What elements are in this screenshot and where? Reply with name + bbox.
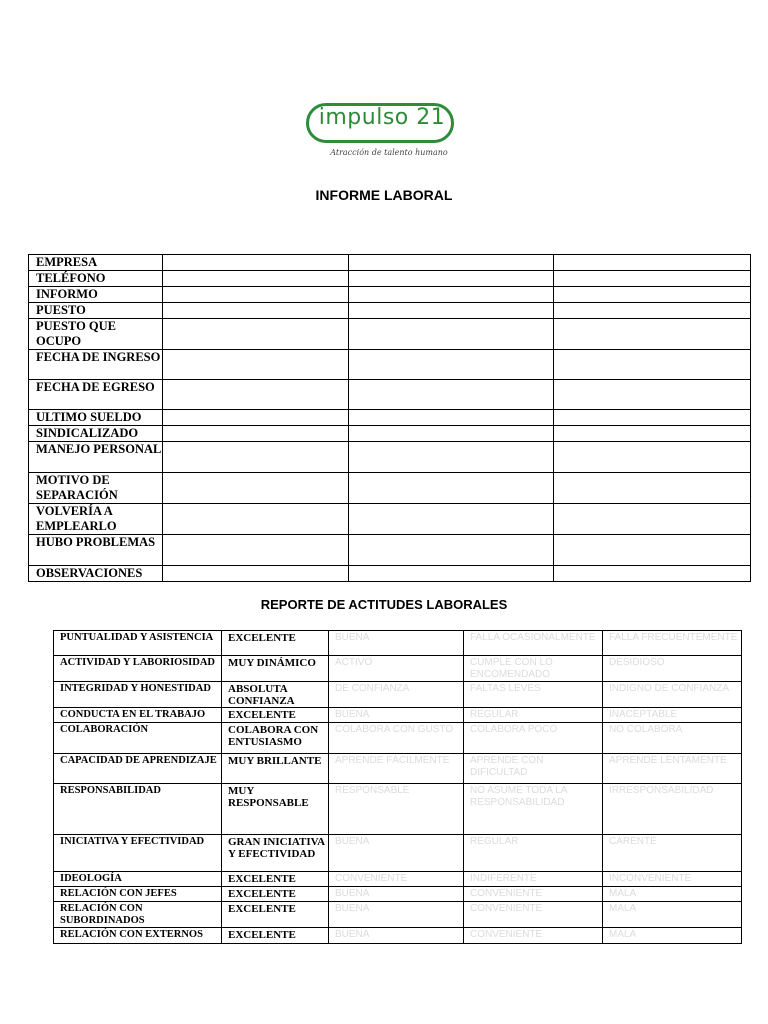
attitude-label: CAPACIDAD DE APRENDIZAJE [54, 754, 222, 784]
info-cell[interactable] [554, 473, 751, 504]
attitude-option[interactable]: EXCELENTE [222, 631, 329, 656]
info-row [29, 271, 751, 287]
attitude-label: IDEOLOGÍA [54, 872, 222, 887]
info-label: INFORMO [29, 287, 163, 303]
attitude-label: RELACIÓN CON EXTERNOS [54, 928, 222, 944]
info-cell[interactable] [554, 566, 751, 582]
attitude-row [54, 631, 742, 656]
attitude-option[interactable]: CONVENIENTE [464, 928, 603, 944]
info-cell[interactable] [349, 350, 554, 380]
attitude-label: RESPONSABILIDAD [54, 784, 222, 835]
attitude-row [54, 784, 742, 835]
info-cell[interactable] [163, 410, 349, 426]
attitude-option[interactable]: COLABORA CON ENTUSIASMO [222, 723, 329, 754]
info-cell[interactable] [349, 426, 554, 442]
info-cell[interactable] [554, 303, 751, 319]
attitude-row [54, 682, 742, 708]
attitude-option[interactable]: REGULAR [464, 835, 603, 872]
info-row [29, 350, 751, 380]
page-title: INFORME LABORAL [315, 187, 453, 203]
attitude-option[interactable]: MUY DINÁMICO [222, 656, 329, 682]
info-row [29, 380, 751, 410]
info-label: EMPRESA [29, 255, 163, 271]
attitude-option[interactable]: DESIDIOSO [603, 656, 742, 682]
info-row [29, 287, 751, 303]
info-row [29, 473, 751, 504]
info-label: VOLVERÍA A EMPLEARLO [29, 504, 163, 535]
attitude-option[interactable]: EXCELENTE [222, 708, 329, 723]
info-label: TELÉFONO [29, 271, 163, 287]
attitude-label: PUNTUALIDAD Y ASISTENCIA [54, 631, 222, 656]
logo-tagline: Atracción de talento humano [330, 148, 448, 157]
info-cell[interactable] [163, 566, 349, 582]
info-row [29, 535, 751, 566]
info-label: OBSERVACIONES [29, 566, 163, 582]
attitude-option[interactable]: DE CONFIANZA [329, 682, 464, 708]
info-cell[interactable] [349, 287, 554, 303]
info-cell[interactable] [163, 426, 349, 442]
attitude-row [54, 656, 742, 682]
attitude-option[interactable]: INACEPTABLE [603, 708, 742, 723]
info-cell[interactable] [554, 504, 751, 535]
info-cell[interactable] [554, 442, 751, 473]
attitude-option[interactable]: IRRESPONSABILIDAD [603, 784, 742, 835]
attitude-option[interactable]: FALTAS LEVES [464, 682, 603, 708]
attitude-label: RELACIÓN CON SUBORDINADOS [54, 902, 222, 928]
attitude-label: INICIATIVA Y EFECTIVIDAD [54, 835, 222, 872]
attitude-option[interactable]: BUENA [329, 708, 464, 723]
attitude-option[interactable]: CARENTE [603, 835, 742, 872]
info-cell[interactable] [554, 380, 751, 410]
logo-brand-text: impulso 21 [318, 105, 446, 130]
attitude-option[interactable]: MALA [603, 928, 742, 944]
attitude-label: CONDUCTA EN EL TRABAJO [54, 708, 222, 723]
info-cell[interactable] [554, 271, 751, 287]
info-table [28, 254, 751, 582]
info-cell[interactable] [554, 319, 751, 350]
attitude-option[interactable]: MALA [603, 902, 742, 928]
info-cell[interactable] [163, 350, 349, 380]
info-cell[interactable] [349, 442, 554, 473]
info-label: FECHA DE INGRESO [29, 350, 163, 380]
info-row [29, 504, 751, 535]
info-cell[interactable] [349, 271, 554, 287]
attitude-option[interactable]: CONVENIENTE [464, 902, 603, 928]
attitude-option[interactable]: APRENDE FÁCILMENTE [329, 754, 464, 784]
info-cell[interactable] [163, 535, 349, 566]
attitude-option[interactable]: ACTIVO [329, 656, 464, 682]
info-row [29, 442, 751, 473]
attitude-option[interactable]: BUENA [329, 928, 464, 944]
attitude-option[interactable]: MUY RESPONSABLE [222, 784, 329, 835]
attitude-option[interactable]: INDIFERENTE [464, 872, 603, 887]
info-cell[interactable] [349, 473, 554, 504]
attitude-option[interactable]: RESPONSABLE [329, 784, 464, 835]
info-cell[interactable] [554, 350, 751, 380]
section-title: REPORTE DE ACTITUDES LABORALES [260, 597, 508, 612]
info-cell[interactable] [554, 287, 751, 303]
attitude-option[interactable]: FALLA OCASIONALMENTE [464, 631, 603, 656]
attitude-option[interactable]: BUENA [329, 902, 464, 928]
attitude-option[interactable]: MUY BRILLANTE [222, 754, 329, 784]
attitude-option[interactable]: MALA [603, 887, 742, 902]
info-cell[interactable] [163, 442, 349, 473]
info-row [29, 319, 751, 350]
attitude-option[interactable]: GRAN INICIATIVA Y EFECTIVIDAD [222, 835, 329, 872]
info-label: ULTIMO SUELDO [29, 410, 163, 426]
info-label: SINDICALIZADO [29, 426, 163, 442]
info-cell[interactable] [349, 410, 554, 426]
info-row [29, 426, 751, 442]
info-cell[interactable] [163, 271, 349, 287]
info-cell[interactable] [349, 535, 554, 566]
info-cell[interactable] [163, 319, 349, 350]
attitude-option[interactable]: NO ASUME TODA LA RESPONSABILIDAD [464, 784, 603, 835]
attitude-option[interactable]: CONVENIENTE [464, 887, 603, 902]
info-label: MANEJO PERSONAL [29, 442, 163, 473]
attitude-option[interactable]: APRENDE LENTAMENTE [603, 754, 742, 784]
attitude-option[interactable]: BUENA [329, 835, 464, 872]
info-cell[interactable] [554, 255, 751, 271]
attitude-option[interactable]: NO COLABORA [603, 723, 742, 754]
attitude-row [54, 754, 742, 784]
info-label: PUESTO QUE OCUPO [29, 319, 163, 350]
attitude-option[interactable]: INCONVENIENTE [603, 872, 742, 887]
info-row [29, 410, 751, 426]
attitude-row [54, 928, 742, 944]
info-cell[interactable] [349, 504, 554, 535]
attitude-option[interactable]: REGULAR [464, 708, 603, 723]
info-cell[interactable] [163, 287, 349, 303]
info-cell[interactable] [349, 255, 554, 271]
attitude-option[interactable]: EXCELENTE [222, 902, 329, 928]
info-row [29, 566, 751, 582]
attitude-row [54, 902, 742, 928]
attitude-row [54, 723, 742, 754]
attitude-option[interactable]: COLABORA POCO [464, 723, 603, 754]
info-cell[interactable] [349, 319, 554, 350]
attitude-option[interactable]: EXCELENTE [222, 872, 329, 887]
attitude-label: INTEGRIDAD Y HONESTIDAD [54, 682, 222, 708]
attitude-option[interactable]: APRENDE CON DIFICULTAD [464, 754, 603, 784]
attitude-label: COLABORACIÓN [54, 723, 222, 754]
info-cell[interactable] [163, 504, 349, 535]
attitude-label: RELACIÓN CON JEFES [54, 887, 222, 902]
info-label: PUESTO [29, 303, 163, 319]
attitudes-table [53, 630, 742, 944]
attitude-label: ACTIVIDAD Y LABORIOSIDAD [54, 656, 222, 682]
attitude-option[interactable]: COLABORA CON GUSTO [329, 723, 464, 754]
attitude-option[interactable]: BUENA [329, 887, 464, 902]
attitude-option[interactable]: CUMPLE CON LO ENCOMENDADO [464, 656, 603, 682]
attitude-option[interactable]: CONVENIENTE [329, 872, 464, 887]
info-cell[interactable] [163, 473, 349, 504]
info-cell[interactable] [349, 303, 554, 319]
attitude-option[interactable]: BUENA [329, 631, 464, 656]
info-label: HUBO PROBLEMAS [29, 535, 163, 566]
info-row [29, 255, 751, 271]
attitude-option[interactable]: FALLA FRECUENTEMENTE [603, 631, 742, 656]
info-label: MOTIVO DE SEPARACIÓN [29, 473, 163, 504]
attitude-option[interactable]: INDIGNO DE CONFIANZA [603, 682, 742, 708]
info-cell[interactable] [163, 255, 349, 271]
info-cell[interactable] [349, 380, 554, 410]
info-cell[interactable] [554, 410, 751, 426]
attitude-row [54, 708, 742, 723]
info-cell[interactable] [163, 380, 349, 410]
attitude-row [54, 872, 742, 887]
info-cell[interactable] [163, 303, 349, 319]
attitude-row [54, 887, 742, 902]
attitude-option[interactable]: EXCELENTE [222, 887, 329, 902]
info-cell[interactable] [554, 426, 751, 442]
info-row [29, 303, 751, 319]
attitude-option[interactable]: EXCELENTE [222, 928, 329, 944]
attitude-option[interactable]: ABSOLUTA CONFIANZA [222, 682, 329, 708]
company-logo [306, 103, 462, 161]
info-cell[interactable] [554, 535, 751, 566]
attitude-row [54, 835, 742, 872]
info-cell[interactable] [349, 566, 554, 582]
info-label: FECHA DE EGRESO [29, 380, 163, 410]
